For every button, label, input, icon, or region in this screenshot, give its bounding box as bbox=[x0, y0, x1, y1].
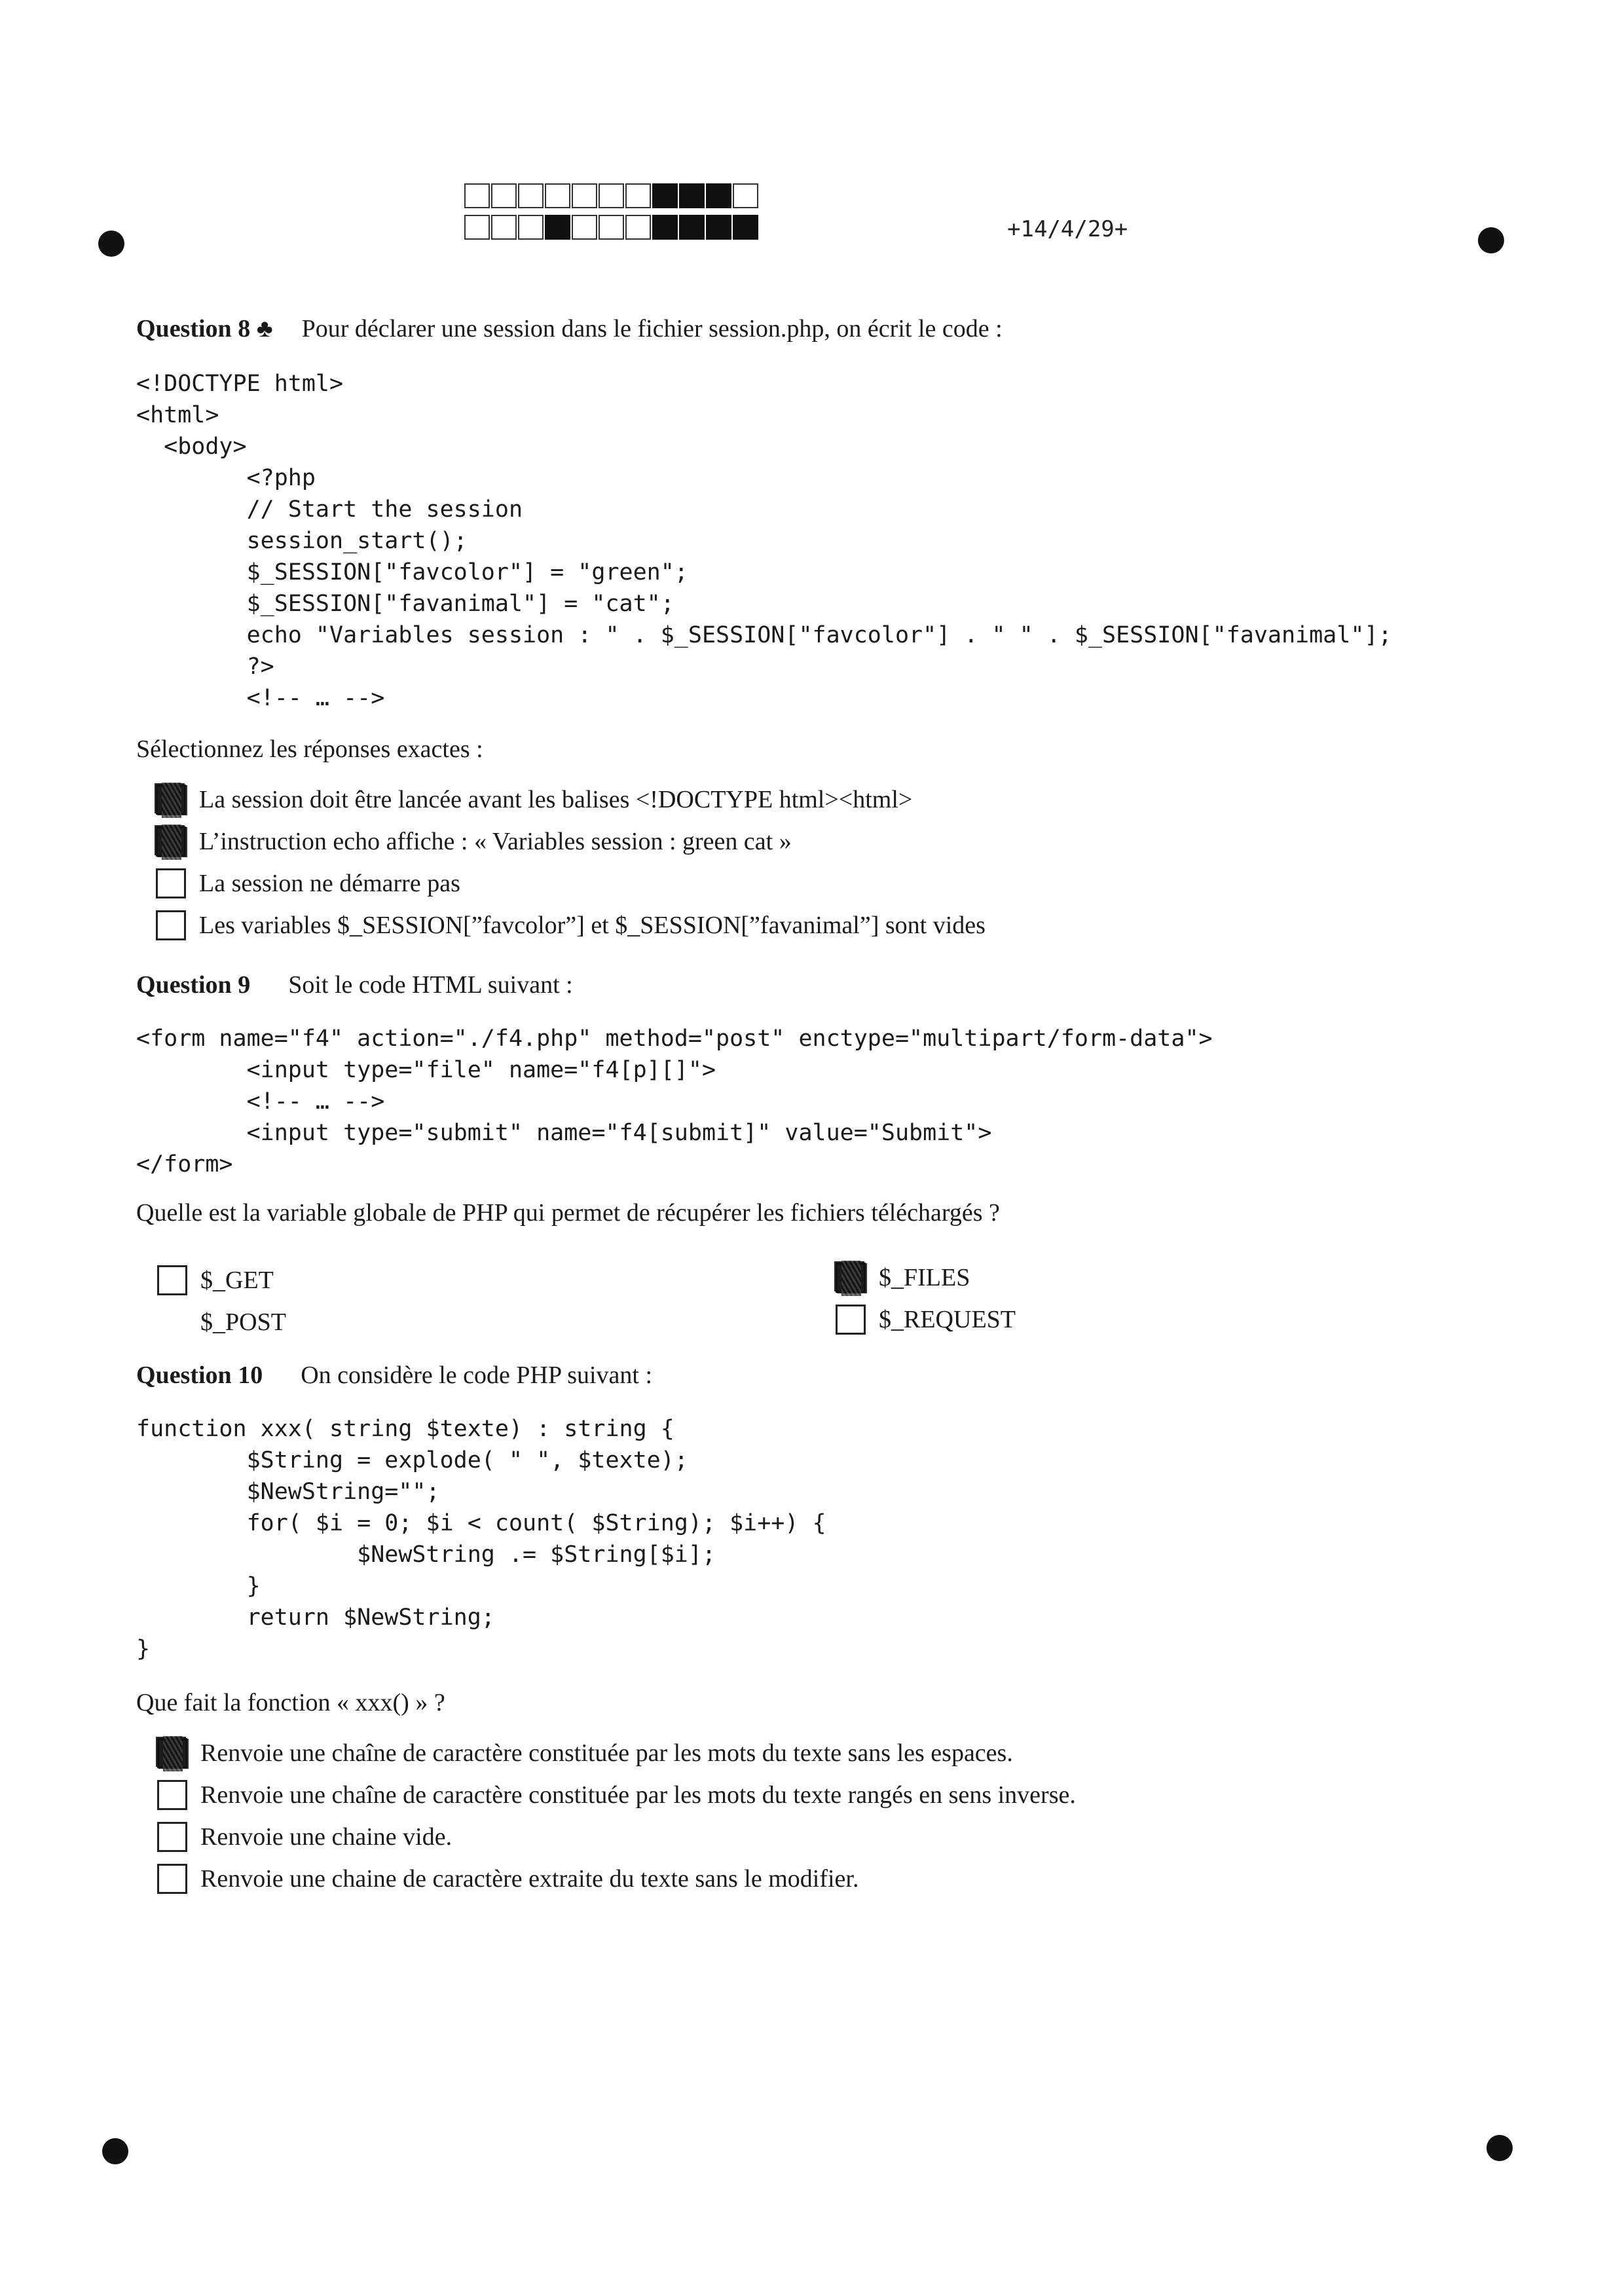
option-label: $_POST bbox=[200, 1308, 286, 1336]
question-10-option[interactable] bbox=[157, 1864, 858, 1894]
checkbox[interactable] bbox=[157, 1738, 187, 1768]
checkbox[interactable] bbox=[836, 1305, 866, 1335]
question-10-option[interactable] bbox=[157, 1738, 1013, 1768]
barcode-row-1 bbox=[464, 183, 760, 211]
barcode-cell bbox=[464, 183, 490, 208]
barcode-cell bbox=[599, 215, 624, 240]
barcode-cell bbox=[706, 215, 731, 240]
checkbox[interactable] bbox=[157, 1864, 187, 1894]
question-8-heading bbox=[136, 314, 1003, 343]
checkbox[interactable] bbox=[156, 910, 186, 940]
checkbox[interactable] bbox=[156, 785, 186, 815]
question-10-option[interactable] bbox=[157, 1780, 1076, 1810]
option-label: Renvoie une chaîne de caractère constituée par les mots du texte sans les espaces. bbox=[200, 1739, 1013, 1767]
registration-mark-bottom-left bbox=[102, 2138, 128, 2164]
option-label: $_GET bbox=[200, 1267, 274, 1294]
question-8-option[interactable] bbox=[156, 785, 912, 815]
registration-mark-top-right bbox=[1478, 227, 1504, 253]
question-9-heading bbox=[136, 971, 573, 999]
barcode-cell bbox=[545, 215, 570, 240]
checkbox[interactable] bbox=[157, 1265, 187, 1295]
question-10-prompt: Que fait la fonction « xxx() » ? bbox=[136, 1689, 445, 1716]
question-9-prompt: Quelle est la variable globale de PHP qui permet de récupérer les fichiers téléchargés ? bbox=[136, 1199, 1000, 1227]
barcode-cell bbox=[733, 215, 758, 240]
question-10-text: On considère le code PHP suivant : bbox=[301, 1361, 653, 1389]
barcode-cell bbox=[491, 183, 517, 208]
question-9-option-files[interactable] bbox=[836, 1263, 970, 1293]
option-label: La session doit être lancée avant les balises <!DOCTYPE html><html> bbox=[199, 786, 913, 813]
barcode-cell bbox=[625, 215, 651, 240]
checkbox[interactable] bbox=[156, 826, 186, 857]
registration-mark-bottom-right bbox=[1486, 2135, 1513, 2161]
barcode-cell bbox=[518, 215, 544, 240]
checkbox[interactable] bbox=[157, 1822, 187, 1852]
question-10-heading bbox=[136, 1361, 652, 1390]
question-8-option[interactable] bbox=[156, 868, 460, 898]
question-9-option-request[interactable] bbox=[836, 1305, 1016, 1335]
registration-mark-top-left bbox=[98, 231, 124, 257]
question-10-label: Question 10 bbox=[136, 1361, 263, 1389]
question-9-option-post[interactable] bbox=[157, 1307, 286, 1337]
question-8-option[interactable] bbox=[156, 910, 986, 940]
barcode-cell bbox=[733, 183, 758, 208]
question-8-option[interactable] bbox=[156, 826, 792, 857]
barcode-cell bbox=[679, 215, 705, 240]
barcode-cell bbox=[652, 183, 678, 208]
barcode-cell bbox=[679, 183, 705, 208]
barcode-cell bbox=[491, 215, 517, 240]
option-label: Les variables $_SESSION[”favcolor”] et $_SESSION[”favanimal”] sont vides bbox=[199, 912, 986, 939]
barcode-cell bbox=[464, 215, 490, 240]
question-8-prompt: Sélectionnez les réponses exactes : bbox=[136, 735, 483, 763]
checkbox[interactable] bbox=[156, 868, 186, 898]
question-8-text: Pour déclarer une session dans le fichier session.php, on écrit le code : bbox=[301, 315, 1003, 343]
barcode-row-2 bbox=[464, 215, 760, 242]
barcode-cell bbox=[706, 183, 731, 208]
option-label: Renvoie une chaine vide. bbox=[200, 1823, 452, 1851]
question-9-text: Soit le code HTML suivant : bbox=[288, 971, 573, 999]
question-9-option-get[interactable] bbox=[157, 1265, 274, 1295]
checkbox[interactable] bbox=[157, 1780, 187, 1810]
option-label: Renvoie une chaîne de caractère constituée par les mots du texte rangés en sens inverse. bbox=[200, 1781, 1076, 1809]
question-10-option[interactable] bbox=[157, 1822, 452, 1852]
checkbox[interactable] bbox=[836, 1263, 866, 1293]
option-label: La session ne démarre pas bbox=[199, 870, 460, 897]
barcode-cell bbox=[625, 183, 651, 208]
question-10-code: function xxx( string $texte) : string { $String = explode( " ", $texte); $NewString=""; for( $i = 0; $i < count( $String); $i++) { $NewString .= $String[$i]; } return $NewString; } bbox=[136, 1416, 826, 1662]
question-9-label: Question 9 bbox=[136, 971, 251, 999]
option-label: $_FILES bbox=[879, 1264, 970, 1291]
question-8-label: Question 8 ♣ bbox=[136, 315, 273, 343]
barcode-cell bbox=[545, 183, 570, 208]
barcode-cell bbox=[518, 183, 544, 208]
barcode-cell bbox=[599, 183, 624, 208]
option-label: Renvoie une chaine de caractère extraite du texte sans le modifier. bbox=[200, 1865, 859, 1893]
option-label: L’instruction echo affiche : « Variables session : green cat » bbox=[199, 828, 792, 855]
barcode-cell bbox=[652, 215, 678, 240]
question-8-code: <!DOCTYPE html> <html> <body> <?php // Start the session session_start(); $_SESSION["favcolor"] = "green"; $_SESSION["favanimal"] = "cat"; echo "Variables session : " . $_SESSION["favcolor"] . " " . $_SESSION["favanimal"]; ?> <!-- … --> bbox=[136, 371, 1392, 711]
barcode-cell bbox=[572, 183, 597, 208]
barcode-cell bbox=[572, 215, 597, 240]
exam-id: +14/4/29+ bbox=[1007, 216, 1128, 242]
question-9-code: <form name="f4" action="./f4.php" method="post" enctype="multipart/form-data"> <input type="file" name="f4[p][]"> <!-- … --> <input type="submit" name="f4[submit]" value="Submit"> </form> bbox=[136, 1026, 1213, 1177]
option-label: $_REQUEST bbox=[879, 1306, 1016, 1333]
